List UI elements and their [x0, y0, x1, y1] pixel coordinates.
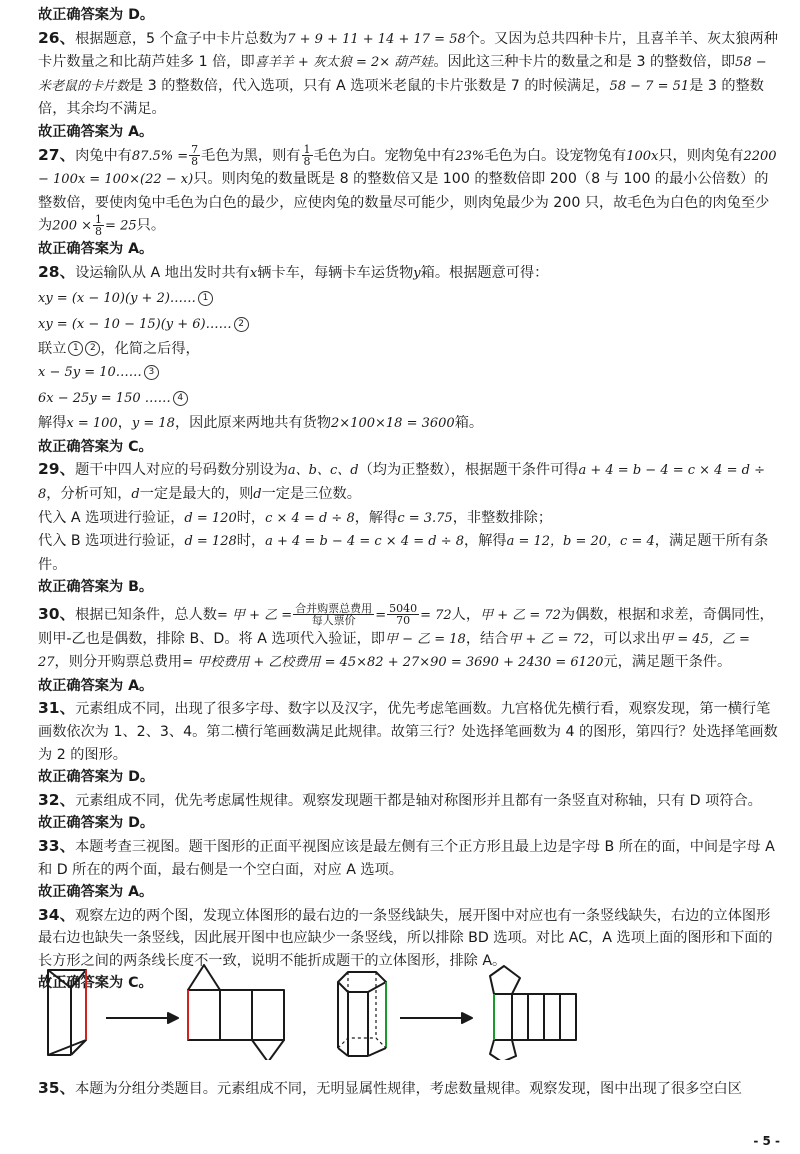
- answer-26: 故正确答案为 A。: [38, 123, 154, 140]
- page-number: - 5 -: [753, 1134, 780, 1148]
- question-28-number: 28、: [38, 263, 76, 282]
- answer-28: 故正确答案为 C。: [38, 438, 153, 455]
- arrow-icon: [400, 1013, 472, 1023]
- question-27: 27、肉兔中有87.5% = $\frac{7}{8}$ 毛色为黑，则有 $\frac{1}{8}$ 毛色为白。宠物兔中有23%毛色为白。设宠物兔有100x只，则肉兔有2200 − 100x = 100×(22 − x)只。则肉兔的数量既是 8 的整数倍又是 100 的整数倍即 200（8 与 100 的最小公倍数）的整数倍，要使肉兔中毛色为白色的最少，应使肉兔的数量尽可能少，则肉兔最少为 200 只，故毛色为白色的肉兔至少为200 × $\frac{1}{8}$ = 25只。: [38, 143, 777, 239]
- answer-34: 故正确答案为 C。: [38, 975, 153, 992]
- question-35-number: 35、: [38, 1079, 76, 1097]
- pentagonal-prism-net-figure: [490, 966, 576, 1060]
- triangular-prism-figure: [48, 970, 86, 1055]
- question-30-number: 30、: [38, 604, 76, 623]
- answer-30: 故正确答案为 A。: [38, 677, 154, 694]
- circled-number: 1: [68, 341, 83, 356]
- question-30: 30、根据已知条件，总人数= 甲 + 乙 = $\frac{\text{合并购票总费用}}{\text{每人票价}}$ = $\frac{5040}{70}$ = 72人，甲 + 乙 = 72为偶数，根据和求差，奇偶同性，则甲-乙也是偶数，排除 B、D。将 A 选项代入验证，即甲 − 乙 = 18，结合甲 + 乙 = 72，可以求出甲 = 45，乙 = 27，则分开购票总费用= 甲校费用 + 乙校费用 = 45×82 + 27×90 = 3690 + 2430 = 6120元，满足题干条件。: [38, 602, 774, 671]
- circled-number: 3: [144, 365, 159, 380]
- question-26: 26、根据题意，5 个盒子中卡片总数为7 + 9 + 11 + 14 + 17 = 58个。又因为总共四种卡片，且喜羊羊、灰太狼两种卡片数量之和比葫芦娃多 1 倍，即喜羊羊 + 灰太狼 = 2× 葫芦娃。因此这三种卡片的数量之和是 3 的整数倍，即58 − 米老鼠的卡片数是 3 的整数倍，代入选项，只有 A 选项米老鼠的卡片张数是 7 的时候满足，58 − 7 = 51是 3 的整数倍，其余均不满足。: [38, 28, 778, 118]
- answer-27: 故正确答案为 A。: [38, 241, 154, 258]
- question-29: 29、题干中四人对应的号码数分别设为a、b、c、d（均为正整数），根据题干条件可得a + 4 = b − 4 = c × 4 = d ÷ 8，分析可知，d一定是最大的，则d一定是三位数。: [38, 460, 765, 502]
- question-32-number: 32、: [38, 790, 76, 809]
- question-33-number: 33、: [38, 836, 76, 855]
- circled-number: 4: [173, 391, 188, 406]
- equation-2: xy = (x − 10 − 15)(y + 6)…… 2: [38, 312, 782, 338]
- circled-number: 1: [198, 291, 213, 306]
- verify-a: 代入 A 选项进行验证，d = 120时，c × 4 = d ÷ 8，解得c = 3.75，非整数排除；: [38, 509, 553, 526]
- pentagonal-prism-figure: [338, 972, 386, 1056]
- solution-line: 解得x = 100，y = 18，因此原来两地共有货物2×100×18 = 3600箱。: [38, 415, 484, 432]
- question-31-number: 31、: [38, 699, 76, 718]
- answer-31: 故正确答案为 D。: [38, 769, 155, 786]
- question-31: 31、元素组成不同，出现了很多字母、数字以及汉字，优先考虑笔画数。九宫格优先横行看，观察发现，第一横行笔画数依次为 1、2、3、4。第二横行笔画数满足此规律。故第三行？处选择笔画数为 4 的图形，第四行？处选择笔画数为 2 的图形。: [38, 699, 778, 763]
- equation-1: xy = (x − 10)(y + 2)…… 1: [38, 286, 782, 312]
- question-27-number: 27、: [38, 145, 76, 164]
- verify-b: 代入 B 选项进行验证，d = 128时，a + 4 = b − 4 = c × 4 = d ÷ 8，解得a = 12，b = 20，c = 4，满足题干所有条件。: [38, 533, 769, 573]
- q34-figure: [38, 960, 782, 1060]
- question-29-number: 29、: [38, 460, 76, 479]
- combine-line: 联立 1 2 ，化简之后得，: [38, 340, 200, 357]
- question-34-number: 34、: [38, 905, 76, 924]
- answer-25: 故正确答案为 D。: [38, 7, 155, 23]
- question-28: 28、设运输队从 A 地出发时共有x辆卡车，每辆卡车运货物y箱。根据题意可得：: [38, 263, 549, 282]
- question-32: 32、元素组成不同，优先考虑属性规律。观察发现题干都是轴对称图形并且都有一条竖直对称轴，只有 D 项符合。: [38, 790, 762, 809]
- question-33: 33、本题考查三视图。题干图形的正面平视图应该是最左侧有三个正方形且最上边是字母 B 所在的面，中间是字母 A 和 D 所在的两个面，最右侧是一个空白面，对应 A 选项。: [38, 836, 775, 878]
- equation-3: x − 5y = 10…… 3: [38, 360, 782, 386]
- equation-4: 6x − 25y = 150 …… 4: [38, 386, 782, 412]
- answer-32: 故正确答案为 D。: [38, 815, 155, 832]
- fraction: $\frac{1}{8}$: [303, 143, 311, 169]
- fraction: $\frac{1}{8}$: [95, 213, 103, 239]
- answer-33: 故正确答案为 A。: [38, 884, 154, 901]
- fraction: $\frac{5040}{70}$: [389, 602, 418, 628]
- fraction: $\frac{7}{8}$: [191, 143, 199, 169]
- triangular-prism-net-figure: [188, 965, 284, 1060]
- fraction: $\frac{\text{合并购票总费用}}{\text{每人票价}}$: [295, 602, 373, 628]
- answer-29: 故正确答案为 B。: [38, 579, 154, 596]
- page-content: [38, 4, 782, 995]
- question-34: 34、观察左边的两个图，发现立体图形的最右边的一条竖线缺失，展开图中对应也有一条竖线缺失，右边的立体图形最右边也缺失一条竖线，因此展开图中也应缺少一条竖线，所以排除 BD 选项。对比 AC，A 选项上面的图形和下面的长方形之间的两条线长度不一致，说明不能折成题干的立体图形，排除 A。: [38, 905, 773, 969]
- circled-number: 2: [234, 317, 249, 332]
- question-35: 35、本题为分组分类题目。元素组成不同，无明显属性规律，考虑数量规律。观察发现，图中出现了很多空白区: [38, 1079, 742, 1097]
- circled-number: 2: [85, 341, 100, 356]
- arrow-icon: [106, 1013, 178, 1023]
- question-26-number: 26、: [38, 28, 76, 47]
